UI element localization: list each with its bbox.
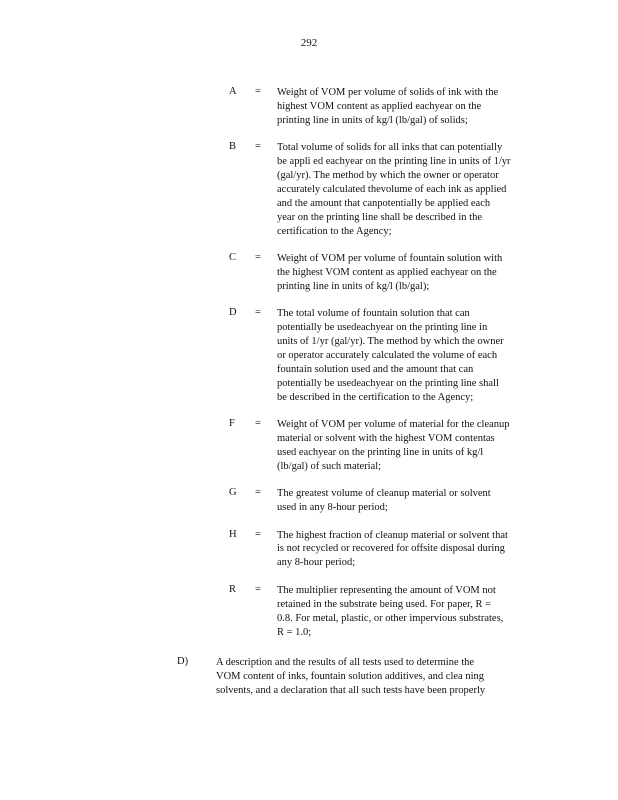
equals-sign: =	[255, 86, 261, 97]
page-number: 292	[300, 37, 318, 49]
equals-sign: =	[255, 252, 261, 264]
definition-c	[229, 252, 549, 294]
equals-sign: =	[255, 528, 261, 540]
equals-sign: =	[255, 141, 261, 153]
definition-letter: B	[229, 141, 237, 153]
definition-d	[229, 307, 549, 404]
definition-h	[229, 529, 549, 571]
definition-letter: D	[229, 307, 237, 319]
section-item-d	[177, 656, 536, 698]
item-label: D)	[177, 656, 189, 667]
definition-text: Weight of VOM per volume of fountain solution with the highest VOM content as applied eachyear on the printing line in units of kg/l (lb/gal);	[277, 253, 503, 292]
definition-text: The multiplier representing the amount of VOM not retained in the substrate being used. For paper, R = 0.8. For metal, plastic, or other impervious substrates, R = 1.0;	[277, 584, 504, 638]
definition-r	[229, 584, 549, 640]
definition-letter: H	[229, 528, 237, 540]
definition-letter: C	[229, 252, 237, 264]
variable-definitions	[229, 86, 549, 653]
definition-letter: F	[229, 418, 235, 430]
definition-letter: R	[229, 583, 237, 595]
definition-f	[229, 418, 549, 474]
definition-b	[229, 141, 549, 238]
definition-letter: G	[229, 487, 237, 499]
equals-sign: =	[255, 418, 261, 430]
equals-sign: =	[255, 307, 261, 319]
definition-text: The total volume of fountain solution that can potentially be usedeachyear on the printing line in units of 1/yr (gal/yr). The method by which the owner or operator accurately calculated the volume of each fountain solution used and the amount that can potentially be usedeachyear on the printing line shall be described in the certification to the Agency;	[277, 308, 504, 403]
definition-text: The highest fraction of cleanup material or solvent that is not recycled or recovered for offsite disposal during any 8-hour period;	[277, 529, 508, 569]
definition-letter: A	[229, 86, 237, 97]
item-text: A description and the results of all tests used to determine the VOM content of inks, fountain solution additives, and clea ning solvents, and a declaration that all such tests have been properly	[216, 657, 486, 696]
definition-text: Weight of VOM per volume of material for the cleanup material or solvent with the highest VOM contentas used eachyear on the printing line in units of kg/l (lb/gal) of such material;	[277, 419, 510, 472]
definition-a	[229, 86, 549, 128]
equals-sign: =	[255, 583, 261, 595]
definition-text: Total volume of solids for all inks that can potentially be appli ed eachyear on the printing line in units of 1/yr (gal/yr). The method by which the owner or operator accurately calculated thevolume of each ink as applied and the amount that canpotentially be applied each year on the printing line shall be described in the certification to the Agency;	[277, 142, 511, 237]
equals-sign: =	[255, 487, 261, 499]
definition-g	[229, 487, 549, 515]
definition-text: The greatest volume of cleanup material or solvent used in any 8-hour period;	[277, 488, 491, 514]
definition-text: Weight of VOM per volume of solids of ink with the highest VOM content as applied eachyear on the printing line in units of kg/l (lb/gal) of solids;	[277, 87, 499, 126]
